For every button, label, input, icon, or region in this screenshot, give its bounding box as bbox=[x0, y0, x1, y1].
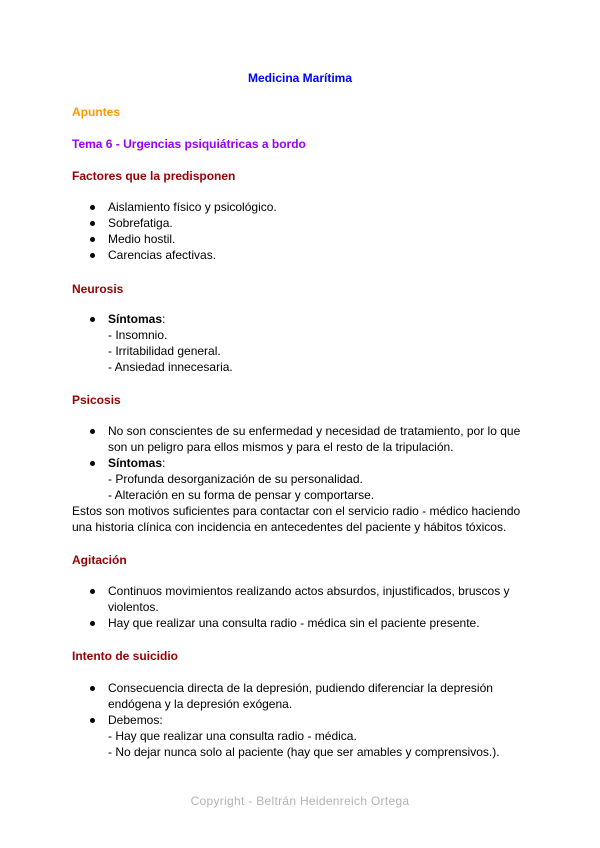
bullet-icon bbox=[90, 205, 95, 210]
bullet-icon bbox=[90, 221, 95, 226]
list-item: Sobrefatiga. bbox=[72, 215, 532, 231]
list-item: Medio hostil. bbox=[72, 231, 532, 247]
bullet-icon bbox=[90, 253, 95, 258]
list-item: Consecuencia directa de la depresión, pudiendo diferenciar la depresión endógena y la depresión exógena. bbox=[72, 680, 532, 712]
list-item: Carencias afectivas. bbox=[72, 247, 532, 263]
agitacion-list bbox=[72, 583, 532, 631]
list-item: Hay que realizar una consulta radio - médica sin el paciente presente. bbox=[72, 615, 532, 631]
section-heading-factores: Factores que la predisponen bbox=[72, 169, 236, 183]
psicosis-paragraph: Estos son motivos suficientes para contactar con el servicio radio - médico haciendo una historia clínica con incidencia en antecedentes del paciente y hábitos tóxicos. bbox=[72, 504, 521, 534]
bullet-icon bbox=[90, 317, 95, 322]
bullet-icon bbox=[90, 237, 95, 242]
suicidio-list bbox=[72, 680, 532, 760]
section-heading-agitacion: Agitación bbox=[72, 553, 127, 567]
bullet-icon bbox=[90, 621, 95, 626]
copyright-footer: Copyright - Beltrán Heidenreich Ortega bbox=[190, 794, 410, 808]
list-item: Síntomas: - Profunda desorganización de su personalidad. - Alteración en su forma de pensar y comportarse. bbox=[72, 455, 532, 503]
bullet-icon bbox=[90, 718, 95, 723]
list-item: Síntomas: - Insomnio. - Irritabilidad general. - Ansiedad innecesaria. bbox=[72, 311, 532, 375]
symptoms-label: Síntomas bbox=[108, 456, 163, 470]
bullet-icon bbox=[90, 686, 95, 691]
section-heading-psicosis: Psicosis bbox=[72, 393, 121, 407]
topic-heading: Tema 6 - Urgencias psiquiátricas a bordo bbox=[72, 137, 306, 151]
factores-list bbox=[72, 199, 532, 263]
psicosis-list bbox=[72, 423, 532, 503]
section-heading-suicidio: Intento de suicidio bbox=[72, 649, 179, 663]
list-item: Debemos: - Hay que realizar una consulta radio - médica. - No dejar nunca solo al paciente (hay que ser amables y comprensivos.). bbox=[72, 712, 532, 760]
neurosis-list bbox=[72, 311, 532, 375]
bullet-icon bbox=[90, 429, 95, 434]
section-heading-neurosis: Neurosis bbox=[72, 282, 124, 296]
list-item: Continuos movimientos realizando actos absurdos, injustificados, bruscos y violentos. bbox=[72, 583, 532, 615]
subject-heading: Apuntes bbox=[72, 105, 120, 119]
document-title: Medicina Marítima bbox=[247, 71, 353, 85]
bullet-icon bbox=[90, 589, 95, 594]
bullet-icon bbox=[90, 461, 95, 466]
list-item: Aislamiento físico y psicológico. bbox=[72, 199, 532, 215]
symptoms-label: Síntomas bbox=[108, 312, 163, 326]
list-item: No son conscientes de su enfermedad y necesidad de tratamiento, por lo que son un peligro para ellos mismos y para el resto de la tripulación. bbox=[72, 423, 532, 455]
